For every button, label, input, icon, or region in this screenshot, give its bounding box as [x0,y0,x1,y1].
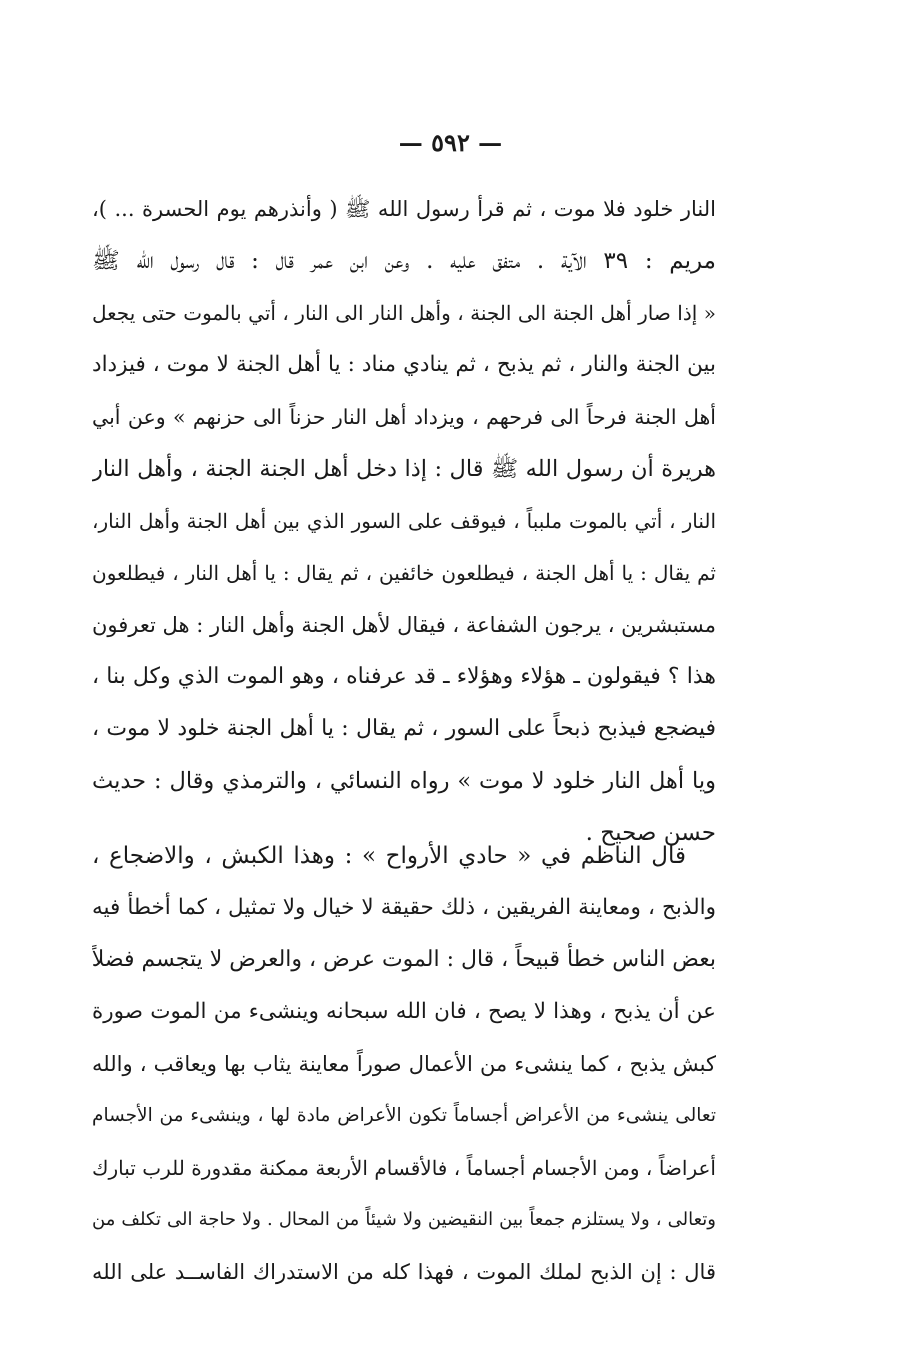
text-line: قال الناظم في « حادي الأرواح » : وهذا الكبش ، والاضجاع ، [92,843,686,869]
text-line: تعالى ينشىء من الأعراض أجساماً تكون الأعراض مادة لها ، وينشىء من الأجسام [92,1105,716,1126]
text-line: فيضجع فيذبح ذبحاً على السور ، ثم يقال : يا أهل الجنة خلود لا موت ، [92,716,716,741]
text-line: بين الجنة والنار ، ثم يذبح ، ثم ينادي مناد : يا أهل الجنة لا موت ، فيزداد [92,352,716,377]
text-line: هريرة أن رسول الله ﷺ قال : إذا دخل أهل الجنة الجنة ، وأهل النار [92,456,716,482]
text-line: ويا أهل النار خلود لا موت » رواه النسائي ، والترمذي وقال : حديث [92,768,716,794]
text-line: ثم يقال : يا أهل الجنة ، فيطلعون خائفين ، ثم يقال : يا أهل النار ، فيطلعون [92,561,716,585]
text-line: مريم : ٣٩ الآية . متفق عليه . وعن ابن عمر قال : قال رسول الله ﷺ [92,248,716,274]
text-line: هذا ؟ فيقولون ـ هؤلاء وهؤلاء ـ قد عرفناه ، وهو الموت الذي وكل بنا ، [92,664,716,689]
text-line: كبش يذبح ، كما ينشىء من الأعمال صوراً معاينة يثاب بها ويعاقب ، والله [92,1052,716,1076]
paragraph-hadith [92,183,716,859]
paragraph-commentary [92,830,716,1298]
text-line: أعراضاً ، ومن الأجسام أجساماً ، فالأقسام الأربعة ممكنة مقدورة للرب تبارك [92,1156,716,1180]
text-line: عن أن يذبح ، وهذا لا يصح ، فان الله سبحانه وينشىء من الموت صورة [92,999,716,1024]
text-line: النار خلود فلا موت ، ثم قرأ رسول الله ﷺ ( وأنذرهم يوم الحسرة ... )، [92,197,716,221]
text-line: « إذا صار أهل الجنة الى الجنة ، وأهل النار الى النار ، أتي بالموت حتى يجعل [92,301,716,325]
text-line: والذبح ، ومعاينة الفريقين ، ذلك حقيقة لا خيال ولا تمثيل ، كما أخطأ فيه [92,895,716,920]
text-line: النار ، أتي بالموت ملبباً ، فيوقف على السور الذي بين أهل الجنة وأهل النار، [92,509,716,533]
text-line: حسن صحيح . [585,820,716,846]
page-number: — ٥٩٢ — [398,128,503,157]
text-line: وتعالى ، ولا يستلزم جمعاً بين النقيضين ولا شيئاً من المحال . ولا حاجة الى تكلف من [92,1209,716,1230]
text-line: مستبشرين ، يرجون الشفاعة ، فيقال لأهل الجنة وأهل النار : هل تعرفون [92,613,716,637]
text-line: أهل الجنة فرحاً الى فرحهم ، ويزداد أهل النار حزناً الى حزنهم » وعن أبي [92,405,716,429]
text-line: قال : إن الذبح لملك الموت ، فهذا كله من الاستدراك الفاســد على الله [92,1260,716,1284]
text-line: بعض الناس خطأ قبيحاً ، قال : الموت عرض ، والعرض لا يتجسم فضلاً [92,947,716,972]
